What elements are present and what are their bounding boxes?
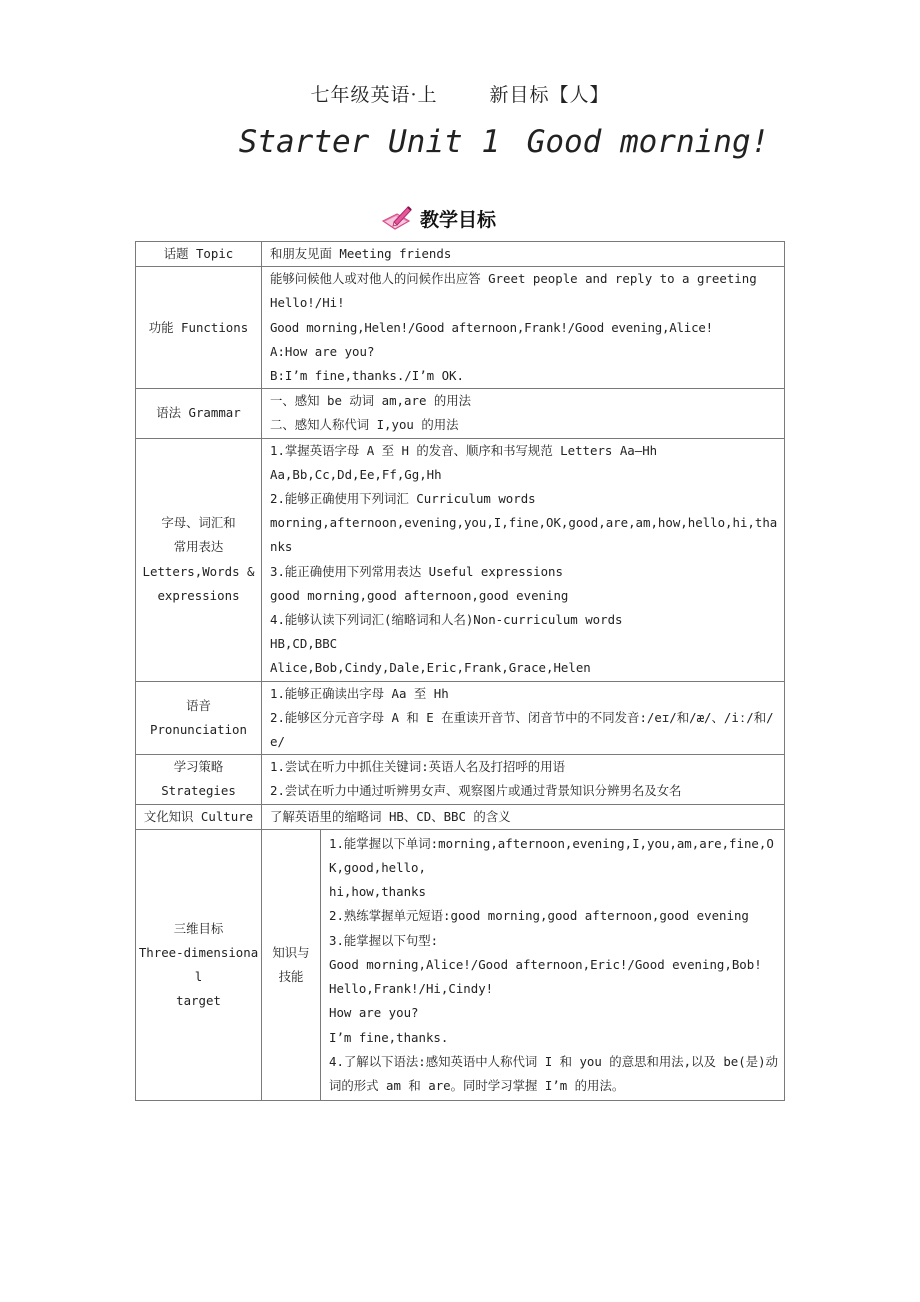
label-line: Strategies <box>161 783 236 799</box>
list-item: Aa,Bb,Cc,Dd,Ee,Ff,Gg,Hh <box>270 466 442 482</box>
row-content <box>262 267 785 389</box>
list-item: 4.能够认读下列词汇(缩略词和人名)Non-curriculum words <box>270 612 623 628</box>
sub-label <box>262 829 321 1100</box>
row-content <box>321 829 785 1100</box>
list-item: I’m fine,thanks. <box>329 1029 449 1045</box>
row-label: 功能 Functions <box>136 267 262 389</box>
label-line: 知识与 <box>272 944 310 960</box>
teaching-goals-table <box>135 241 785 1101</box>
section-label: 教学目标 <box>420 208 497 231</box>
row-content <box>262 755 785 804</box>
section-heading <box>380 204 496 232</box>
row-content <box>262 389 785 438</box>
list-item: 2.尝试在听力中通过听辨男女声、观察图片或通过背景知识分辨男名及女名 <box>270 783 682 799</box>
list-item: 2.熟练掌握单元短语:good morning,good afternoon,good evening <box>329 908 749 924</box>
list-item: Hello!/Hi! <box>270 295 345 311</box>
page-header <box>0 80 920 107</box>
topic-content: 和朋友见面 Meeting friends <box>270 246 452 261</box>
table-row-letters <box>136 438 785 681</box>
list-item: 2.能够正确使用下列词汇 Curriculum words <box>270 491 536 507</box>
label-line: 技能 <box>278 968 304 984</box>
table-row-culture <box>136 804 785 829</box>
row-label <box>136 681 262 755</box>
list-item: morning,afternoon,evening,you,I,fine,OK,good,are,am,how,hello,hi,thanks <box>270 515 778 555</box>
label-line: Letters,Words & <box>142 563 255 579</box>
row-content <box>262 804 785 829</box>
pencil-note-icon <box>380 204 414 232</box>
list-item: 二、感知人称代词 I,you 的用法 <box>270 417 459 433</box>
list-item: 1.掌握英语字母 A 至 H 的发音、顺序和书写规范 Letters Aa—Hh <box>270 442 658 458</box>
label-line: expressions <box>157 587 240 603</box>
label-line: 常用表达 <box>173 539 224 555</box>
list-item: 一、感知 be 动词 am,are 的用法 <box>270 393 472 409</box>
list-item: A:How are you? <box>270 343 375 359</box>
list-item: Hello,Frank!/Hi,Cindy! <box>329 981 494 997</box>
row-content <box>262 242 785 267</box>
label-line: 字母、词汇和 <box>161 515 236 531</box>
table-row-functions <box>136 267 785 389</box>
label-line: 三维目标 <box>173 920 224 936</box>
row-label <box>136 438 262 681</box>
list-item: Good morning,Alice!/Good afternoon,Eric!/Good evening,Bob! <box>329 956 762 972</box>
label-line: Three-dimensional <box>138 944 259 984</box>
row-content <box>262 438 785 681</box>
row-label: 语法 Grammar <box>136 389 262 438</box>
row-content <box>262 681 785 755</box>
table-row-pronunciation <box>136 681 785 755</box>
row-label: 话题 Topic <box>136 242 262 267</box>
table-row-three-dimensional <box>136 829 785 1100</box>
list-item: 4.了解以下语法:感知英语中人称代词 I 和 you 的意思和用法,以及 be(是)动词的形式 am 和 are。同时学习掌握 I’m 的用法。 <box>329 1053 778 1093</box>
list-item: good morning,good afternoon,good evening <box>270 587 569 603</box>
list-item: B:I’m fine,thanks./I’m OK. <box>270 368 464 384</box>
row-label: 文化知识 Culture <box>136 804 262 829</box>
label-line: Pronunciation <box>150 721 247 737</box>
list-item: How are you? <box>329 1005 419 1021</box>
unit-subtitle: Good morning! <box>526 124 770 160</box>
edition-label: 新目标【人】 <box>489 84 610 106</box>
grade-label: 七年级英语·上 <box>310 84 438 106</box>
list-item: 1.能够正确读出字母 Aa 至 Hh <box>270 685 449 701</box>
list-item: 3.能掌握以下句型: <box>329 932 439 948</box>
table-row-topic <box>136 242 785 267</box>
row-label <box>136 829 262 1100</box>
label-line: 学习策略 <box>173 759 224 775</box>
table-row-grammar <box>136 389 785 438</box>
list-item: 能够问候他人或对他人的问候作出应答 Greet people and reply to a greeting <box>270 271 757 287</box>
label-line: target <box>176 993 221 1009</box>
unit-number: Starter Unit 1 <box>238 124 500 160</box>
table-row-strategies <box>136 755 785 804</box>
row-label <box>136 755 262 804</box>
unit-title <box>0 124 920 160</box>
list-item: HB,CD,BBC <box>270 636 338 652</box>
list-item: 1.能掌握以下单词:morning,afternoon,evening,I,you,am,are,fine,OK,good,hello, <box>329 835 774 876</box>
culture-content: 了解英语里的缩略词 HB、CD、BBC 的含义 <box>270 808 511 824</box>
list-item: hi,how,thanks <box>329 884 426 900</box>
list-item: 1.尝试在听力中抓住关键词:英语人名及打招呼的用语 <box>270 759 565 775</box>
label-line: 语音 <box>186 697 211 713</box>
list-item: Alice,Bob,Cindy,Dale,Eric,Frank,Grace,Helen <box>270 660 591 676</box>
list-item: 2.能够区分元音字母 A 和 E 在重读开音节、闭音节中的不同发音:/eɪ/和/æ/、/iː/和/e/ <box>270 709 774 750</box>
list-item: 3.能正确使用下列常用表达 Useful expressions <box>270 563 563 579</box>
list-item: Good morning,Helen!/Good afternoon,Frank!/Good evening,Alice! <box>270 319 713 335</box>
